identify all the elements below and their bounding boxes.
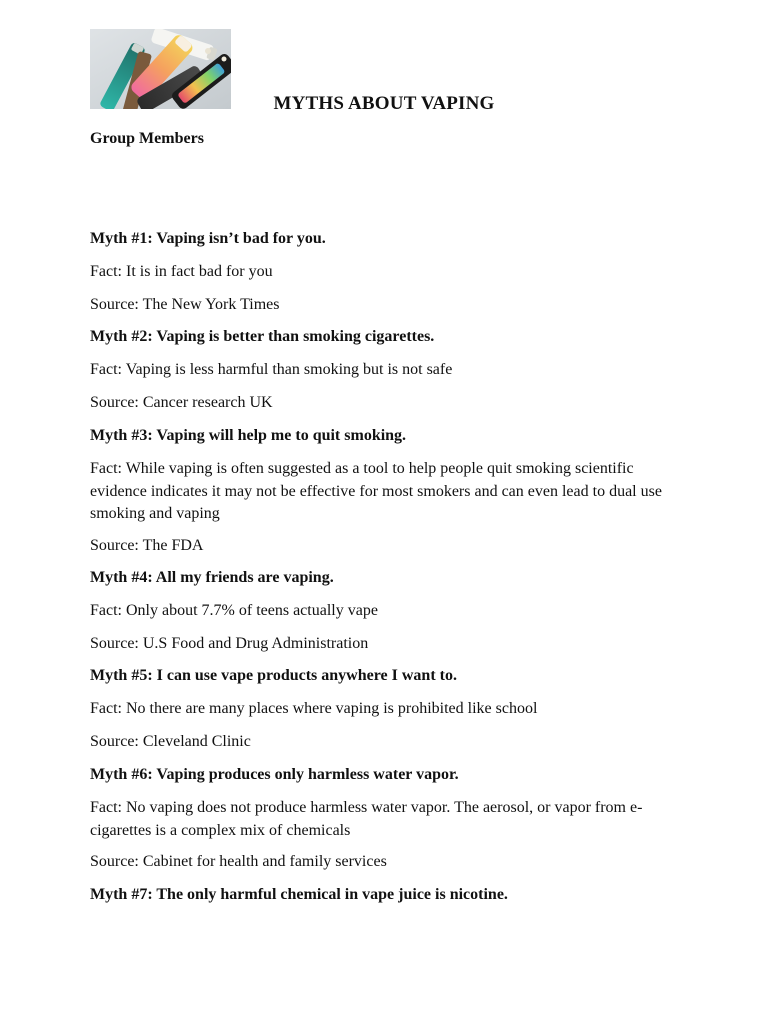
myth-2-source: Source: Cancer research UK [90, 394, 273, 411]
myth-4-fact: Fact: Only about 7.7% of teens actually vape [90, 602, 378, 619]
myth-6-source: Source: Cabinet for health and family services [90, 853, 387, 870]
myth-7-heading: Myth #7: The only harmful chemical in vape juice is nicotine. [90, 886, 508, 903]
myth-3-heading: Myth #3: Vaping will help me to quit smoking. [90, 427, 407, 444]
myth-3-fact: Fact: While vaping is often suggested as a tool to help people quit smoking scientific evidence indicates it may not be effective for most smokers and can even lead to dual use smoking and vaping [90, 460, 662, 522]
myth-2-heading: Myth #2: Vaping is better than smoking cigarettes. [90, 328, 435, 345]
myth-1-fact: Fact: It is in fact bad for you [90, 263, 273, 280]
myth-1-heading: Myth #1: Vaping isn’t bad for you. [90, 230, 326, 247]
myth-5-heading: Myth #5: I can use vape products anywhere I want to. [90, 667, 457, 684]
myth-3-source: Source: The FDA [90, 537, 204, 554]
myth-1-source: Source: The New York Times [90, 296, 280, 313]
document-title: MYTHS ABOUT VAPING [273, 93, 495, 114]
myth-5-source: Source: Cleveland Clinic [90, 733, 251, 750]
myth-2-fact: Fact: Vaping is less harmful than smoking but is not safe [90, 361, 453, 378]
myth-4-source: Source: U.S Food and Drug Administration [90, 635, 369, 652]
myth-6-fact: Fact: No vaping does not produce harmless water vapor. The aerosol, or vapor from e-cigarettes is a complex mix of chemicals [90, 799, 643, 839]
myth-5-fact: Fact: No there are many places where vaping is prohibited like school [90, 700, 538, 717]
myth-4-heading: Myth #4: All my friends are vaping. [90, 569, 334, 586]
group-members-label: Group Members [90, 130, 204, 147]
myth-6-heading: Myth #6: Vaping produces only harmless water vapor. [90, 766, 459, 783]
